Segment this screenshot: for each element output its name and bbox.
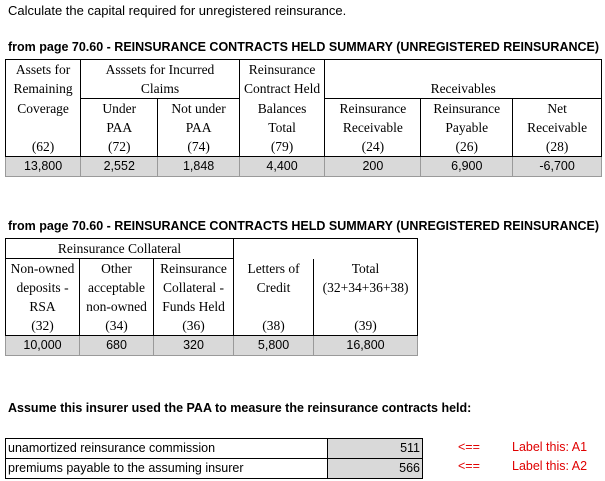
header-incurred-claims-line2: Claims xyxy=(81,79,240,99)
header-other-line2: acceptable xyxy=(80,278,154,297)
header-non-owned-line2: deposits - xyxy=(6,278,80,297)
row-value-a2: 566 xyxy=(328,459,423,479)
header-other-line3: non-owned xyxy=(80,297,154,316)
code-38: (38) xyxy=(234,316,314,336)
header-collateral-group: Reinsurance Collateral xyxy=(6,239,234,259)
code-62: (62) xyxy=(6,137,81,157)
value-34: 680 xyxy=(80,336,154,356)
header-reinsurance-payable-line1: Reinsurance xyxy=(421,99,513,119)
assume-text: Assume this insurer used the PAA to measure the reinsurance contracts held: xyxy=(8,401,472,415)
code-36: (36) xyxy=(154,316,234,336)
table-row xyxy=(6,439,423,459)
header-under-paa-line2: PAA xyxy=(81,118,158,137)
table2-heading: from page 70.60 - REINSURANCE CONTRACTS HELD SUMMARY (UNREGISTERED REINSURANCE) xyxy=(8,219,600,233)
note-a2: Label this: A2 xyxy=(512,459,588,473)
header-reinsurance-receivable-line1: Reinsurance xyxy=(325,99,421,119)
row-label-a2: premiums payable to the assuming insurer xyxy=(6,459,328,479)
header-receivables-group: Receivables xyxy=(325,79,602,99)
header-contract-held-line1: Reinsurance xyxy=(239,60,325,80)
reinsurance-collateral-table xyxy=(5,238,418,356)
header-net-receivable-line1: Net xyxy=(513,99,602,119)
header-non-owned-line1: Non-owned xyxy=(6,259,80,279)
header-balances-line2: Total xyxy=(239,118,325,137)
header-reinsurance-payable-line2: Payable xyxy=(421,118,513,137)
arrow-a1: <== xyxy=(458,440,480,454)
table1-heading: from page 70.60 - REINSURANCE CONTRACTS HELD SUMMARY (UNREGISTERED REINSURANCE) xyxy=(8,40,600,54)
value-62: 13,800 xyxy=(6,157,81,177)
note-a1: Label this: A1 xyxy=(512,440,588,454)
header-incurred-claims-line1: Asssets for Incurred xyxy=(81,60,240,80)
header-other-line1: Other xyxy=(80,259,154,279)
row-value-a1: 511 xyxy=(328,439,423,459)
code-72: (72) xyxy=(81,137,158,157)
header-assets-blank xyxy=(6,118,81,137)
header-blank-2 xyxy=(234,239,314,259)
header-total-line2: (32+34+36+38) xyxy=(314,278,418,297)
header-blank xyxy=(325,60,602,80)
header-assets-line2: Remaining xyxy=(6,79,81,99)
header-blank-3 xyxy=(314,239,418,259)
value-38: 5,800 xyxy=(234,336,314,356)
header-assets-line3: Coverage xyxy=(6,99,81,119)
value-39: 16,800 xyxy=(314,336,418,356)
table-row xyxy=(6,459,423,479)
header-total-blank xyxy=(314,297,418,316)
arrow-a2: <== xyxy=(458,459,480,473)
value-28: -6,700 xyxy=(513,157,602,177)
header-reinsurance-receivable-line2: Receivable xyxy=(325,118,421,137)
header-funds-held-line1: Reinsurance xyxy=(154,259,234,279)
code-24: (24) xyxy=(325,137,421,157)
value-36: 320 xyxy=(154,336,234,356)
code-26: (26) xyxy=(421,137,513,157)
header-letters-line1: Letters of xyxy=(234,259,314,279)
header-not-under-paa-line1: Not under xyxy=(158,99,239,119)
row-label-a1: unamortized reinsurance commission xyxy=(6,439,328,459)
intro-text: Calculate the capital required for unregistered reinsurance. xyxy=(8,3,347,18)
code-32: (32) xyxy=(6,316,80,336)
paa-inputs-table xyxy=(5,438,423,479)
value-74: 1,848 xyxy=(158,157,239,177)
code-28: (28) xyxy=(513,137,602,157)
value-32: 10,000 xyxy=(6,336,80,356)
value-24: 200 xyxy=(325,157,421,177)
code-34: (34) xyxy=(80,316,154,336)
header-non-owned-line3: RSA xyxy=(6,297,80,316)
reinsurance-summary-table xyxy=(5,59,602,177)
header-contract-held-line2: Contract Held xyxy=(239,79,325,99)
header-net-receivable-line2: Receivable xyxy=(513,118,602,137)
header-funds-held-line3: Funds Held xyxy=(154,297,234,316)
header-assets-line1: Assets for xyxy=(6,60,81,80)
code-39: (39) xyxy=(314,316,418,336)
header-letters-line2: Credit xyxy=(234,278,314,297)
code-74: (74) xyxy=(158,137,239,157)
header-under-paa-line1: Under xyxy=(81,99,158,119)
value-72: 2,552 xyxy=(81,157,158,177)
value-26: 6,900 xyxy=(421,157,513,177)
value-79: 4,400 xyxy=(239,157,325,177)
header-letters-blank xyxy=(234,297,314,316)
header-balances-line1: Balances xyxy=(239,99,325,119)
code-79: (79) xyxy=(239,137,325,157)
header-total-line1: Total xyxy=(314,259,418,279)
header-funds-held-line2: Collateral - xyxy=(154,278,234,297)
header-not-under-paa-line2: PAA xyxy=(158,118,239,137)
